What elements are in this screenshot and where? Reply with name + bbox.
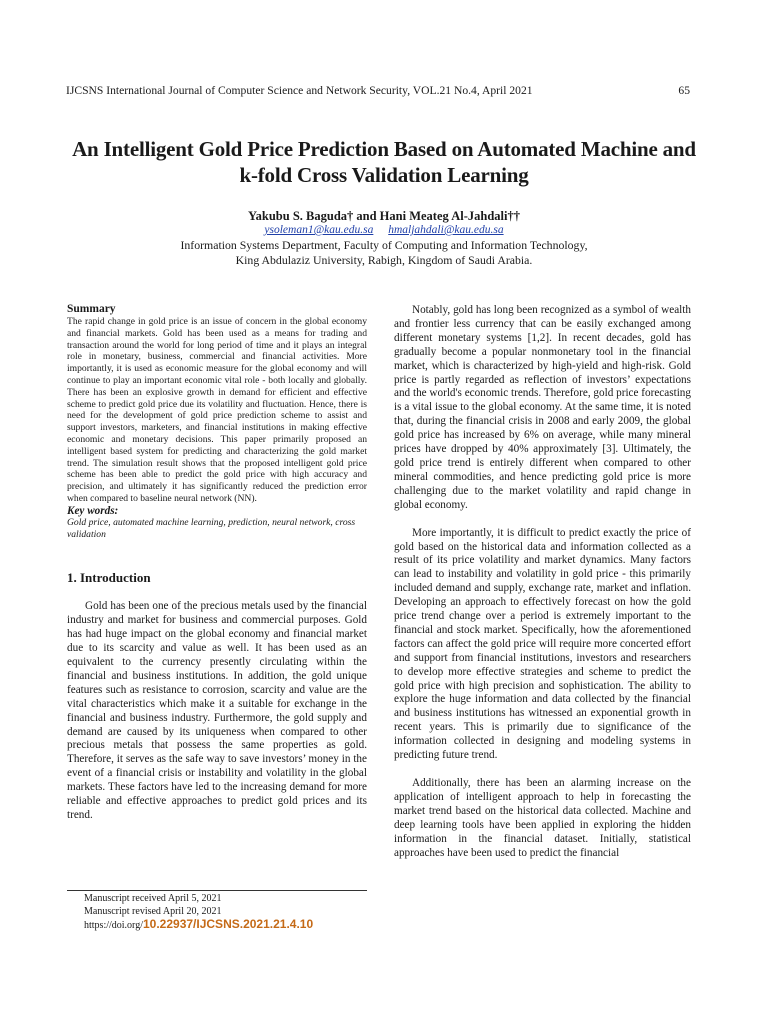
introduction-heading: 1. Introduction xyxy=(67,570,151,586)
running-header xyxy=(66,84,690,97)
affiliation-line-2: King Abdulaziz University, Rabigh, Kingdom of Saudi Arabia. xyxy=(235,252,533,267)
summary-text: The rapid change in gold price is an issue of concern in the global economy and financial markets. Gold has been used as a means for trading and transaction around the world for long period of time and it plays an integral role in monetary, business, commercial and financial activities. More importantly, it is used as economic measure for the global economy and will continue to play an important economic vital role - both locally and globally. There has been an explosive growth in demand for efficient and effective scheme to predict gold price due its volatility and fluctuation. Hence, there is need for the development of gold price prediction scheme to assist and support investors, marketers, and financial institutions in making effective economic and monetary decisions. This paper primarily proposed an intelligent based system for predicting and characterizing the gold market trend. The simulation result shows that the proposed intelligent gold price scheme has been able to predict the gold price with high accuracy and precision, and ultimately it has significantly reduced the prediction error when compared to baseline neural network (NN). xyxy=(67,316,367,504)
summary-heading: Summary xyxy=(67,303,116,315)
footnotes xyxy=(84,893,313,933)
introduction-paragraph: Gold has been one of the precious metals used by the financial industry and market for business and commercial purposes. Gold has had huge impact on the global economy and financial market due to its scarcity and value as well. It has been used as an equivalent to the currency presently circulating within the financial and business institutions. In addition, the gold unique features such as resistance to corrosion, scarcity and value are the vital characteristics which make it a suitable for exchange in the financial and business industry. Furthermore, the gold supply and demand are caused by its uniqueness when compared to other precious metals that possess the same properties as gold. Therefore, it serves as the safe way to save investors’ money in the event of a financial crisis or instability and volatility in the global markets. These factors have led to the increasing demand for more reliable and effective approaches to predict gold prices and its trend. xyxy=(67,600,367,821)
footnote-divider xyxy=(67,890,367,891)
email-link-1[interactable]: ysoleman1@kau.edu.sa xyxy=(264,224,374,236)
affiliation-line-1: Information Systems Department, Faculty of Computing and Information Technology, xyxy=(180,238,588,252)
journal-citation: IJCSNS International Journal of Computer Science and Network Security, VOL.21 No.4, April 2021 xyxy=(66,84,533,97)
doi-line xyxy=(84,918,313,933)
author-emails xyxy=(0,224,768,236)
affiliation xyxy=(0,238,768,267)
manuscript-revised: Manuscript revised April 20, 2021 xyxy=(84,905,222,917)
right-paragraph-2: More importantly, it is difficult to predict exactly the price of gold based on the historical data and information collected as a result of its price volatility and market dynamics. Many factors can lead to instability and volatility in gold price - this primarily included demand and supply, exchange rate, market and inflation. Developing an approach to effectively forecast on how the gold price trend change over a period is extremely important to the financial and stock market. Specifically, how the aforementioned factors can affect the gold price will require more concerted effort and support from financial institutions, investors and researchers to develop more effective strategies and scheme to predict the gold price with high precision and sophistication. The ability to explore the huge information and data collected by the financial and business institutions has witnessed an exponential growth in recent years. This is primarily due to significance of the information collected in designing and modeling systems in predicting future trend. xyxy=(394,526,691,762)
doi-link[interactable]: 10.22937/IJCSNS.2021.21.4.10 xyxy=(143,917,314,931)
paper-title xyxy=(40,136,728,188)
left-column xyxy=(67,303,367,823)
doi-prefix: https://doi.org/ xyxy=(84,920,143,931)
title-line-2: k-fold Cross Validation Learning xyxy=(239,163,529,187)
right-paragraph-1: Notably, gold has long been recognized as a symbol of wealth and frontier less currency that can be easily exchanged among different monetary systems [1,2]. In recent decades, gold has gradually become a popular nonmonetary tool in the financial market, which is characterized by high-yield and high-risk. Gold price is partly regarded as reflection of investors’ expectations and the world's economic trends. Therefore, gold price forecasting is a vital issue to the global economy. At the same time, it is noted that, during the financial crisis in 2008 and early 2009, the global gold price has increased by 6% on average, while many mineral prices have dropped by 40% approximately [3]. Ultimately, the gold price trend is entirely different when compared to other mineral commodities, and hence predicting gold price is more challenging due to the market volatility and rapid change in global economy. xyxy=(394,304,691,511)
email-link-2[interactable]: hmaljahdali@kau.edu.sa xyxy=(388,224,504,236)
manuscript-received: Manuscript received April 5, 2021 xyxy=(84,893,222,904)
title-line-1: An Intelligent Gold Price Prediction Based on Automated Machine and xyxy=(72,137,696,161)
keywords-text: Gold price, automated machine learning, prediction, neural network, cross validation xyxy=(67,516,356,540)
page-number: 65 xyxy=(678,84,690,97)
right-column xyxy=(394,304,691,860)
keywords-heading: Key words: xyxy=(67,504,119,517)
author-list: Yakubu S. Baguda† and Hani Meateg Al-Jahdali†† xyxy=(248,209,520,223)
right-paragraph-3: Additionally, there has been an alarming increase on the application of intelligent approach to help in forecasting the market trend based on the historical data collected. Machine and deep learning tools have been applied in exploring the hidden information in the financial dataset. Initially, statistical approaches have been used to predict the financial xyxy=(394,777,691,859)
